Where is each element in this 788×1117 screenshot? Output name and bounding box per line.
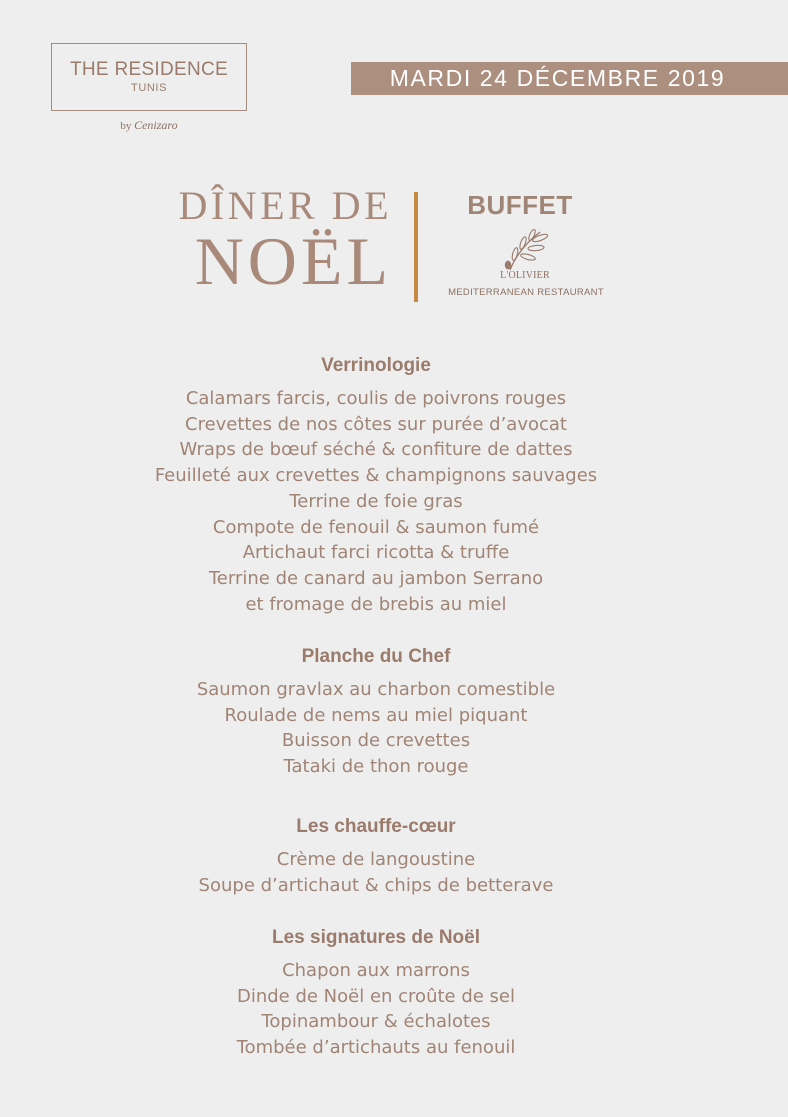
section-title: Planche du Chef (301, 646, 451, 667)
menu-item: Dinde de Noël en croûte de sel (236, 985, 516, 1007)
logo-city: TUNIS (131, 82, 167, 94)
menu-item: Topinambour & échalotes (261, 1011, 491, 1033)
menu-item: Artichaut farci ricotta & truffe (242, 542, 510, 564)
section-signatures-de-noel (0, 924, 752, 1061)
section-planche-du-chef (0, 643, 752, 780)
olive-branch-icon (496, 226, 552, 272)
menu-item: Crevettes de nos côtes sur purée d’avocat (185, 413, 567, 435)
menu-item: Feuilleté aux crevettes & champignons sauvages (154, 465, 598, 487)
menu-item: Compote de fenouil & saumon fumé (212, 516, 540, 538)
restaurant-name: L'OLIVIER (500, 270, 550, 281)
menu-item: Soupe d’artichaut & chips de betterave (198, 874, 554, 896)
logo-brand: Cenizaro (134, 118, 178, 132)
menu-item: Buisson de crevettes (281, 730, 471, 752)
menu-item: Calamars farcis, coulis de poivrons rouges (185, 388, 567, 409)
section-title: Les chauffe-cœur (296, 816, 456, 837)
hotel-logo (51, 43, 247, 111)
menu-item: Tombée d’artichauts au fenouil (236, 1037, 516, 1059)
section-title: Les signatures de Noël (271, 927, 480, 948)
logo-title: THE RESIDENCE (69, 59, 229, 80)
menu-item: Crème de langoustine (276, 849, 476, 870)
date-banner: MARDI 24 DÉCEMBRE 2019 (351, 62, 788, 95)
menu-item: Roulade de nems au miel piquant (224, 704, 528, 726)
title-line-1: DÎNER DE (178, 183, 392, 228)
section-verrinologie (0, 352, 752, 617)
menu-item: et fromage de brebis au miel (245, 593, 507, 615)
menu-item: Terrine de canard au jambon Serrano (208, 567, 544, 589)
logo-by-text: by (120, 120, 132, 132)
logo-byline (51, 118, 247, 133)
menu-item: Tataki de thon rouge (283, 756, 469, 778)
menu-item: Terrine de foie gras (289, 490, 463, 512)
title-line-2: NOËL (194, 223, 392, 299)
section-chauffe-coeur (0, 813, 752, 898)
menu-item: Saumon gravlax au charbon comestible (196, 679, 556, 700)
restaurant-subtitle: MEDITERRANEAN RESTAURANT (448, 287, 604, 298)
section-title: Verrinologie (321, 355, 431, 376)
menu-item: Chapon aux marrons (282, 960, 470, 981)
menu-item: Wraps de bœuf séché & confiture de dattes (179, 439, 573, 461)
title-divider (414, 192, 418, 302)
buffet-label: BUFFET (467, 190, 573, 220)
